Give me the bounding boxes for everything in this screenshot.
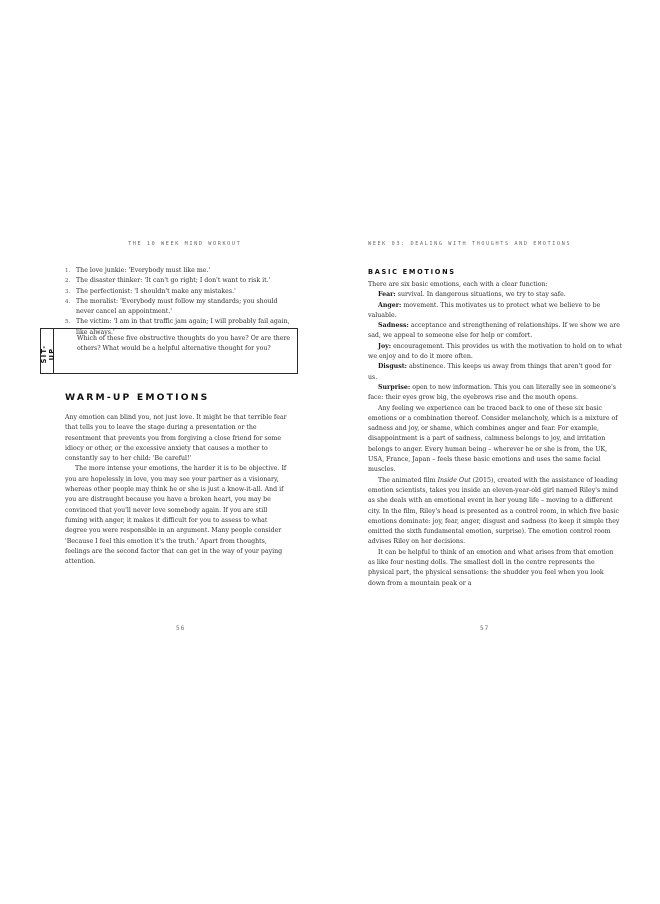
- emotion-item: Sadness: acceptance and strengthening of relationships. If we show we are sad, we appeal to someone else for help or comfort.: [368, 322, 620, 340]
- emotion-item: Disgust: abstinence. This keeps us away from things that aren't good for us.: [368, 363, 612, 381]
- paragraph: Any feeling we experience can be traced back to one of these six basic emotions or a combination thereof. Consider melancholy, which is a mixture of sadness and joy, or shame, which combines anger and fear. For example, disappointment is a part of sadness, calmness belongs to joy, and irritation belongs to anger. Every human being – wherever he or she is from, the UK, USA, France, Japan – feels these basic emotions and uses the same facial muscles.: [368, 404, 618, 474]
- emotion-item: Anger: movement. This motivates us to protect what we believe to be valuable.: [368, 301, 601, 319]
- warm-up-body: [65, 413, 291, 567]
- list-item: 5. The victim: 'I am in that traffic jam again; I will probably fail again, like always.': [65, 318, 290, 336]
- situp-box: [40, 328, 298, 374]
- running-head-right: WEEK 03: DEALING WITH THOUGHTS AND EMOTIONS: [368, 241, 572, 247]
- emotion-item: Joy: encouragement. This provides us with the motivation to hold on to what we enjoy and to do it more often.: [368, 342, 622, 361]
- paragraph: Any emotion can blind you, not just love. It might be that terrible fear that tells you to leave the stage during a presentation or the resentment that prevents you from forgiving a close friend for some idiocy or other, or the excessive anxiety that causes a mother to constantly say to her child: 'Be careful!': [65, 414, 287, 463]
- film-title: Inside Out: [437, 476, 471, 484]
- situp-question: Which of these five obstructive thoughts do you have? Or are there others? What would be a helpful alternative thought for you?: [77, 335, 291, 353]
- situp-tab: [41, 329, 54, 373]
- paragraph: The more intense your emotions, the harder it is to be objective. If you are hopelessly in love, you may see your partner as a visionary, whereas other people may think he or she is just a know-it-all. And if you are distraught because you have a broken heart, you may be convinced that you'll never love somebody again. If you are still fuming with anger, it makes it difficult for you to assess to what degree you were responsible in an argument. Many people consider 'Because I feel this emotion it's the truth.' Apart from thoughts, feelings are the second factor that can get in the way of your paying attention.: [65, 465, 287, 566]
- list-item: 4. The moralist: 'Everybody must follow my standards; you should never cancel an appointment.': [65, 297, 278, 316]
- paragraph: It can be helpful to think of an emotion and what arises from that emotion as like four nesting dolls. The smallest doll in the centre represents the physical part, the physical sensations: the shudder you feel when you look down from a mountain peak or a: [368, 548, 614, 587]
- paragraph: The animated film Inside Out (2015), created with the assistance of leading emotion scientists, takes you inside an eleven-year-old girl named Riley's mind as she deals with an emotional event in her young life – moving to a different city. In the film, Riley's head is presented as a control room, in which five basic emotions dominate: joy, fear, anger, disgust and sadness (to keep it simple they omitted the sixth fundamental emotion, surprise). The emotion control room advises Riley on her decisions.: [368, 476, 620, 546]
- running-head-left: THE 10 WEEK MIND WORKOUT: [128, 241, 242, 247]
- basic-emotions-heading: BASIC EMOTIONS: [368, 268, 456, 276]
- emotion-item: Fear: survival. In dangerous situations, we try to stay safe.: [378, 291, 566, 299]
- paragraph: There are six basic emotions, each with a clear function:: [368, 281, 548, 288]
- emotion-item: Surprise: open to new information. This you can literally see in someone's face: their eyes grow big, the eyebrows rise and the mouth opens.: [368, 383, 616, 402]
- list-item: 3. The perfectionist: 'I shouldn't make any mistakes.': [65, 287, 236, 295]
- page-number-left: 56: [176, 625, 186, 632]
- warm-up-heading: WARM-UP EMOTIONS: [65, 392, 210, 403]
- page-number-right: 57: [480, 625, 490, 632]
- list-item: 2. The disaster thinker: 'It can't go right; I don't want to risk it.': [65, 277, 271, 285]
- list-item: 1. The love junkie: 'Everybody must like me.': [65, 267, 211, 274]
- basic-emotions-body: [368, 280, 622, 589]
- situp-label: SIT-UP: [40, 344, 56, 364]
